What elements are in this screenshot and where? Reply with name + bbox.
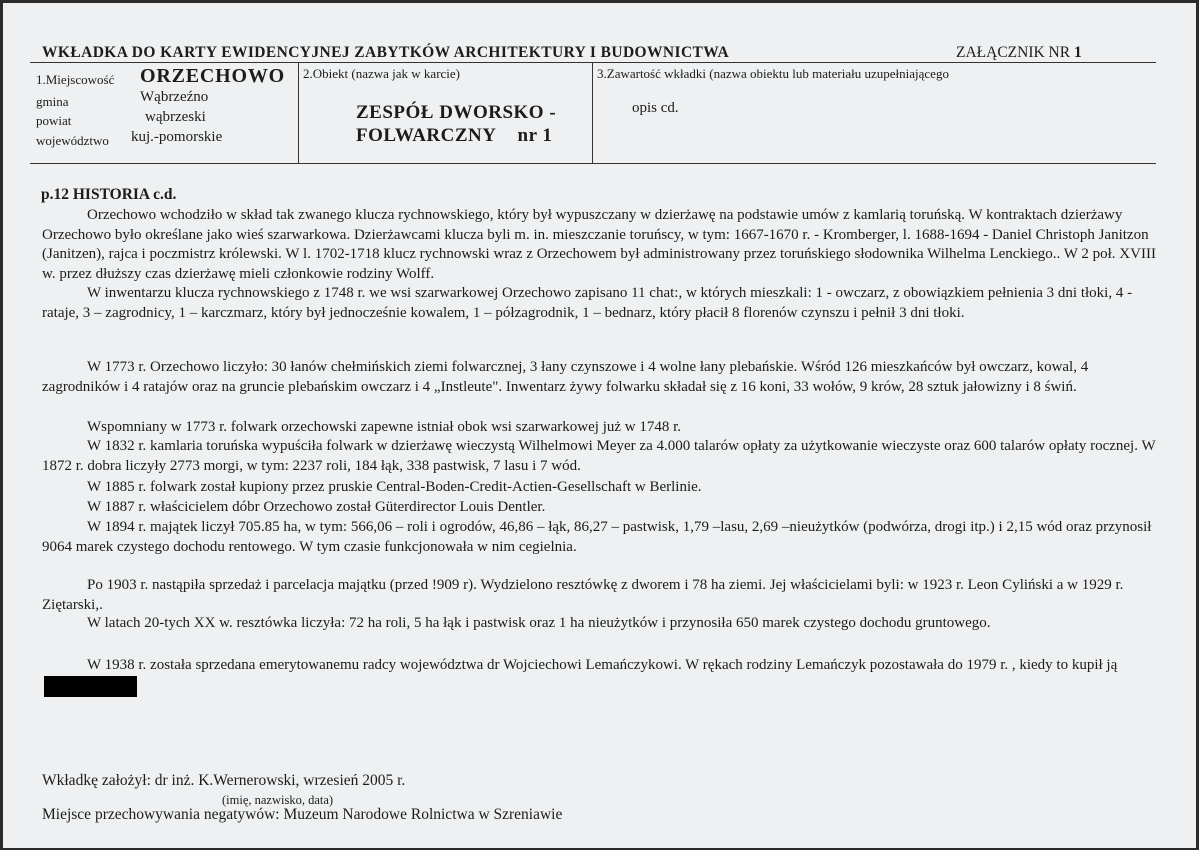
column-divider-1 <box>298 62 299 164</box>
document-title: WKŁADKA DO KARTY EWIDENCYJNEJ ZABYTKÓW ARCHITEKTURY I BUDOWNICTWA <box>42 44 730 61</box>
paragraph-9-text: Po 1903 r. nastąpiła sprzedaż i parcelacja majątku (przed !909 r). Wydzielono resztówkę z dworem i 78 ha ziemi. Jej właścicielami byli: w 1923 r. Leon Cyliński a w 1929 r. Ziętarski,. <box>42 577 1124 613</box>
gmina-value: Wąbrzeźno <box>140 89 209 105</box>
paragraph-5 <box>42 437 1160 476</box>
location-label: 1.Miejscowość <box>36 72 115 87</box>
location-name: ORZECHOWO <box>140 65 285 87</box>
redaction-block <box>44 676 137 697</box>
paragraph-4 <box>42 418 1160 438</box>
paragraph-8 <box>42 518 1160 557</box>
paragraph-1 <box>42 206 1160 284</box>
powiat-value: wąbrzeski <box>145 109 206 125</box>
scan-border-left <box>0 0 3 850</box>
created-by-hint: (imię, nazwisko, data) <box>222 793 334 807</box>
column-divider-2 <box>592 62 593 164</box>
object-name-line2-text: FOLWARCZNY <box>356 125 497 146</box>
gmina-label: gmina <box>36 94 69 109</box>
object-label: 2.Obiekt (nazwa jak w karcie) <box>303 66 461 81</box>
wojewodztwo-value: kuj.-pomorskie <box>131 129 223 145</box>
scan-border-top <box>0 0 1199 3</box>
paragraph-7-text: W 1887 r. właścicielem dóbr Orzechowo został Güterdirector Louis Dentler. <box>87 499 546 515</box>
attachment-number <box>956 44 1082 62</box>
created-by: Wkładkę założył: dr inż. K.Wernerowski, wrzesień 2005 r. <box>42 772 406 789</box>
negatives-location: Miejsce przechowywania negatywów: Muzeum Narodowe Rolnictwa w Szreniawie <box>42 806 563 823</box>
paragraph-8-text: W 1894 r. majątek liczył 705.85 ha, w tym: 566,06 – roli i ogrodów, 46,86 – łąk, 86,27 – pastwisk, 1,79 –lasu, 2,69 –nieużytków (podwórza, drogi itp.) i 2,15 wód oraz przynosił 9064 marek czystego dochodu rentowego. W tym czasie funkcjonowała w nim cegielnia. <box>42 519 1152 555</box>
attachment-number-value: 1 <box>1073 44 1082 61</box>
attachment-label: ZAŁĄCZNIK NR <box>956 44 1071 61</box>
object-name-line2 <box>356 125 552 147</box>
object-name-line1: ZESPÓŁ DWORSKO - <box>356 102 557 123</box>
paragraph-2-text: W inwentarzu klucza rychnowskiego z 1748 r. we wsi szarwarkowej Orzechowo zapisano 11 chat:, w których mieszkali: 1 - owczarz, z obowiązkiem pełnienia 3 dni tłoki, 4 - rataje, 3 – zagrodnicy, 1 – karczmarz, który był jednocześnie kowalem, 1 – półzagrodnik, 1 – bednarz, który płacił 8 florenów czynszu i pełnił 3 dni tłoki. <box>42 285 1133 321</box>
object-number: nr 1 <box>517 125 553 146</box>
paragraph-6 <box>42 478 1160 498</box>
paragraph-10-text: W latach 20-tych XX w. resztówka liczyła: 72 ha roli, 5 ha łąk i pastwisk oraz 1 ha nieużytków i przynosiła 650 marek czystego dochodu gruntowego. <box>87 615 991 631</box>
paragraph-7 <box>42 498 1160 518</box>
paragraph-6-text: W 1885 r. folwark został kupiony przez pruskie Central-Boden-Credit-Actien-Gesellschaft w Berlinie. <box>87 479 702 495</box>
paragraph-3 <box>42 358 1160 397</box>
wojewodztwo-label: województwo <box>36 133 109 148</box>
paragraph-2 <box>42 284 1160 323</box>
paragraph-11-text: W 1938 r. została sprzedana emerytowanemu radcy województwa dr Wojciechowi Lemańczykowi. W rękach rodziny Lemańczyk pozostawała do 1979 r. , kiedy to kupił ją <box>87 657 1118 673</box>
paragraph-10 <box>42 614 1160 634</box>
paragraph-11 <box>42 656 1160 698</box>
paragraph-4-text: Wspomniany w 1773 r. folwark orzechowski zapewne istniał obok wsi szarwarkowej już w 1748 r. <box>87 419 682 435</box>
paragraph-3-text: W 1773 r. Orzechowo liczyło: 30 łanów chełmińskich ziemi folwarcznej, 3 łany czynszowe i 4 wolne łany plebańskie. Wśród 126 mieszkańców był owczarz, kowal, 4 zagrodników i 4 ratajów oraz na gruncie plebańskim owczarz i 4 „Instleute". Inwentarz żywy folwarku składał się z 16 koni, 33 wołów, 9 krów, 28 sztuk jałowizny i 8 świń. <box>42 359 1089 395</box>
paragraph-5-text: W 1832 r. kamlaria toruńska wypuściła folwark w dzierżawę wieczystą Wilhelmowi Meyer za 4.000 talarów opłaty za użytkowanie wieczyste oraz 600 talarów opłaty rocznej. W 1872 r. dobra liczyły 2773 morgi, w tym: 2237 roli, 184 łąk, 338 pastwisk, 7 lasu i 7 wód. <box>42 438 1156 474</box>
powiat-label: powiat <box>36 113 72 128</box>
paragraph-9 <box>42 576 1160 615</box>
paragraph-1-text: Orzechowo wchodziło w skład tak zwanego klucza rychnowskiego, który był wypuszczany w dzierżawę na podstawie umów z kamlarią toruńską. W kontraktach dzierżawy Orzechowo było określane jako wieś szarwarkowa. Dzierżawcami klucza byli m. in. mieszczanie toruńscy, w tym: 1667-1670 r. - Kromberger, l. 1688-1694 - Daniel Christoph Janitzon (Janitzen), rajca i poczmistrz królewski. W l. 1702-1718 klucz rychnowski wraz z Orzechowem był administrowany przez toruńskiego słodownika Wilhelma Lenckiego.. W 2 poł. XVIII w. przez dłuższy czas dzierżawę mieli członkowie rodziny Wolff. <box>42 207 1156 282</box>
section-heading: p.12 HISTORIA c.d. <box>41 186 177 203</box>
content-value: opis cd. <box>632 100 679 116</box>
content-label: 3.Zawartość wkładki (nazwa obiektu lub materiału uzupełniającego <box>597 66 949 81</box>
